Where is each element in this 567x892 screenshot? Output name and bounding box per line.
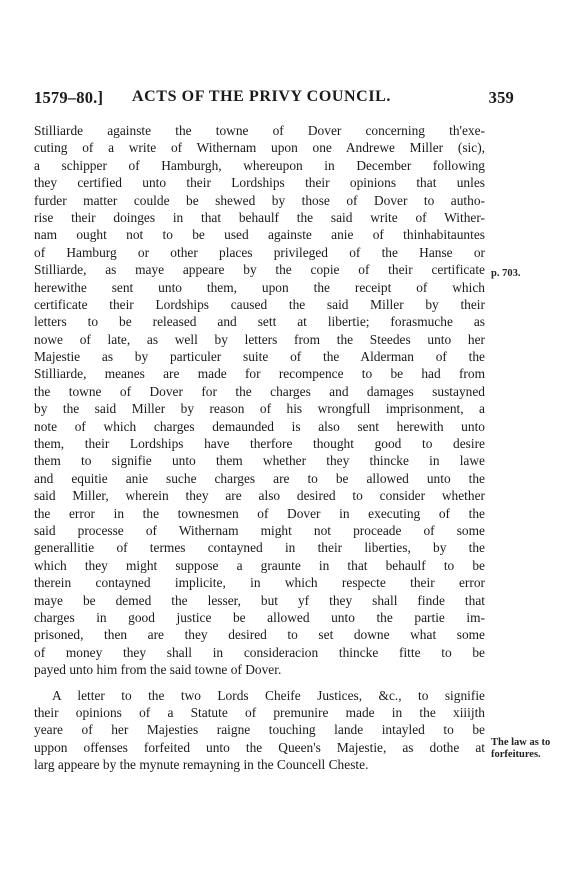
text-line: which they might suppose a graunte in that behaulf to be <box>34 557 485 573</box>
text-line: maye be demed the lesser, but yf they shall finde that <box>34 592 485 608</box>
margin-note-line: The law as to <box>491 737 551 748</box>
text-line: them to signifie unto them whether they thincke in lawe <box>34 453 485 469</box>
page-number: 359 <box>488 88 514 107</box>
text-line: nam ought not to be used againste anie of thinhabitauntes <box>34 227 485 243</box>
margin-note-line: forfeitures. <box>491 749 541 760</box>
text-line: note of which charges demaunded is also sent herewith unto <box>34 418 485 434</box>
margin-page-reference: p. 703. <box>491 268 521 279</box>
text-line: rise their doinges in that behaulf the said write of Wither- <box>34 209 485 225</box>
text-line: the error in the townesmen of Dover in executing of the <box>34 505 485 521</box>
paragraph-2 <box>34 687 485 774</box>
text-line: larg appeare by the mynute remayning in the Councell Cheste. <box>34 757 369 773</box>
text-line: the towne of Dover for the charges and damages sustayned <box>34 383 485 399</box>
text-line: Majestie as by particuler suite of the Alderman of the <box>34 349 485 365</box>
text-line: charges in good justice be allowed unto the partie im- <box>34 609 485 625</box>
text-line: uppon offenses forfeited unto the Queen's Majestie, as dothe at <box>34 739 485 755</box>
text-line: letters to be released and sett at libertie; forasmuche as <box>34 314 485 330</box>
text-line: said processe of Withernam might not proceade of some <box>34 522 485 538</box>
text-line: herewithe sent unto them, upon the receipt of which <box>34 279 485 295</box>
header-title: ACTS OF THE PRIVY COUNCIL. <box>132 88 392 105</box>
text-line: payed unto him from the said towne of Dover. <box>34 662 282 678</box>
paragraph-1 <box>34 122 485 679</box>
text-line: them, their Lordships have therfore thought good to desire <box>34 436 485 452</box>
text-line: therein contayned implicite, in which respecte their error <box>34 575 485 591</box>
text-line: prisoned, then are they desired to set downe what some <box>34 627 485 643</box>
text-line: furder matter coulde be shewed by those of Dover to autho- <box>34 192 485 208</box>
text-line: of money they shall in consideracion thincke fitte to be <box>34 644 485 660</box>
text-line: A letter to the two Lords Cheife Justices, &c., to signifie <box>52 687 485 703</box>
margin-note-law <box>491 737 550 761</box>
text-line: and equitie anie suche charges are to be allowed unto the <box>34 470 485 486</box>
header-years: 1579–80.] <box>34 88 104 107</box>
text-line: Stilliarde, meanes are made for recompence to be had from <box>34 366 485 382</box>
text-line: of Hamburg or other places privileged of the Hanse or <box>34 244 485 260</box>
text-line: they certified unto their Lordships their opinions that unles <box>34 175 485 191</box>
text-line: nowe of late, as well by letters from the Steedes unto her <box>34 331 485 347</box>
text-line: cuting of a write of Withernam upon one Andrewe Miller (sic), <box>34 140 485 156</box>
text-line: a schipper of Hamburgh, whereupon in December following <box>34 157 485 173</box>
text-line: yeare of her Majesties raigne touching lande intayled to be <box>34 722 485 738</box>
text-line: generallitie of termes contayned in their liberties, by the <box>34 540 485 556</box>
text-line: their opinions of a Statute of premunire made in the xiiijth <box>34 704 485 720</box>
running-header <box>34 88 514 112</box>
text-line: said Miller, wherein they are also desired to consider whether <box>34 488 485 504</box>
text-line: certificate their Lordships caused the said Miller by their <box>34 296 485 312</box>
text-line: Stilliarde againste the towne of Dover concerning th'exe- <box>34 123 485 138</box>
text-line: by the said Miller by reason of his wrongfull imprisonment, a <box>34 401 485 417</box>
text-line: Stilliarde, as maye appeare by the copie of their certificate <box>34 262 485 278</box>
body-text <box>34 122 485 773</box>
